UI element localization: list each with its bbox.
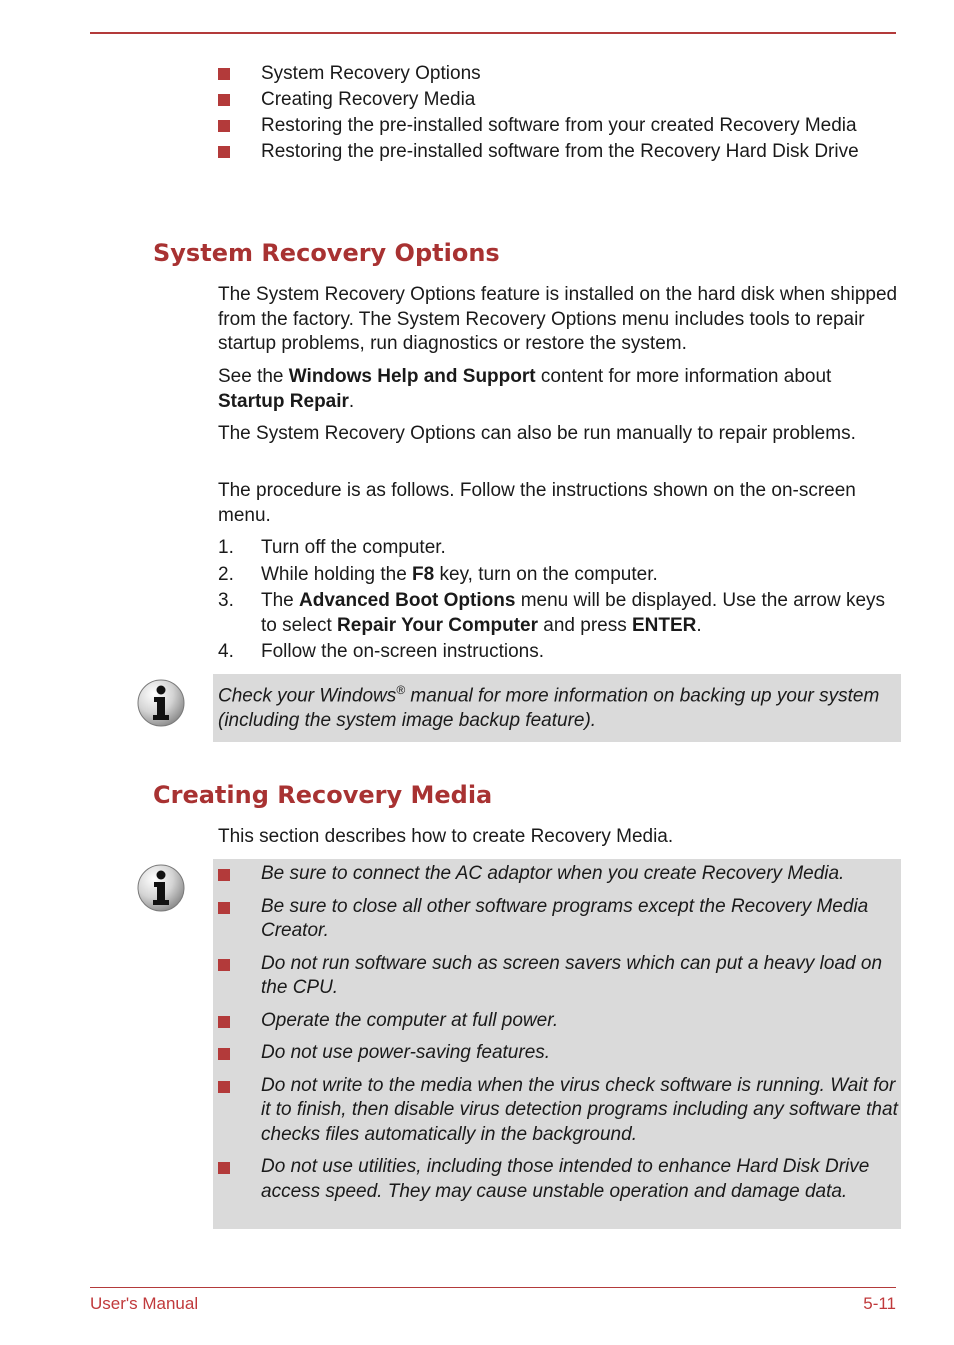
info-icon — [136, 678, 186, 728]
square-bullet-icon — [218, 146, 230, 158]
info-icon — [136, 863, 186, 913]
section-heading-system-recovery-options: System Recovery Options — [153, 239, 500, 267]
list-item: Restoring the pre-installed software from your created Recovery Media — [218, 114, 878, 138]
list-item: Operate the computer at full power. — [213, 1009, 901, 1034]
list-item: Be sure to close all other software programs except the Recovery Media Creator. — [213, 895, 901, 944]
list-item: Do not run software such as screen savers which can put a heavy load on the CPU. — [213, 952, 901, 1001]
list-item: 3. The Advanced Boot Options menu will be displayed. Use the arrow keys to select Repair Your Computer and press ENTER. — [218, 590, 886, 636]
list-item: Do not use utilities, including those intended to enhance Hard Disk Drive access speed. They may cause unstable operation and damage data. — [213, 1155, 901, 1204]
note-bullet-list — [213, 862, 901, 1204]
paragraph: This section describes how to create Recovery Media. — [218, 826, 674, 847]
square-bullet-icon — [218, 1081, 230, 1093]
paragraph: The System Recovery Options can also be run manually to repair problems. — [218, 423, 856, 444]
square-bullet-icon — [218, 869, 230, 881]
footer-rule — [90, 1287, 896, 1288]
square-bullet-icon — [218, 1162, 230, 1174]
list-item: 4. Follow the on-screen instructions. — [218, 641, 545, 662]
paragraph: See the Windows Help and Support content for more information about Startup Repair. — [218, 366, 832, 412]
list-item: Be sure to connect the AC adaptor when you create Recovery Media. — [213, 862, 901, 887]
footer-manual-title: User's Manual — [90, 1294, 199, 1313]
square-bullet-icon — [218, 1016, 230, 1028]
section-heading-creating-recovery-media: Creating Recovery Media — [153, 781, 493, 809]
square-bullet-icon — [218, 120, 230, 132]
square-bullet-icon — [218, 68, 230, 80]
note-box — [213, 859, 901, 1229]
list-item: 1. Turn off the computer. — [218, 537, 446, 558]
square-bullet-icon — [218, 959, 230, 971]
list-item: 2. While holding the F8 key, turn on the computer. — [218, 563, 658, 585]
page-number: 5-11 — [863, 1294, 896, 1313]
list-item: Do not write to the media when the virus check software is running. Wait for it to finish, then disable virus detection programs including any software that checks files automatically in the background. — [213, 1074, 901, 1148]
intro-bullet-list — [218, 62, 878, 164]
square-bullet-icon — [218, 94, 230, 106]
list-item: System Recovery Options — [218, 62, 878, 86]
paragraph: The procedure is as follows. Follow the instructions shown on the on-screen menu. — [218, 480, 856, 526]
square-bullet-icon — [218, 902, 230, 914]
procedure-steps — [218, 536, 898, 667]
header-rule — [90, 32, 896, 34]
list-item: Do not use power-saving features. — [213, 1041, 901, 1066]
list-item: Creating Recovery Media — [218, 88, 878, 112]
paragraph: The System Recovery Options feature is installed on the hard disk when shipped from the factory. The System Recovery Options menu includes tools to repair startup problems, run diagnostics or restore the system. — [218, 284, 898, 354]
list-item: Restoring the pre-installed software from the Recovery Hard Disk Drive — [218, 140, 878, 164]
note-box: Check your Windows® manual for more information on backing up your system (including the system image backup feature). — [213, 674, 901, 742]
square-bullet-icon — [218, 1048, 230, 1060]
